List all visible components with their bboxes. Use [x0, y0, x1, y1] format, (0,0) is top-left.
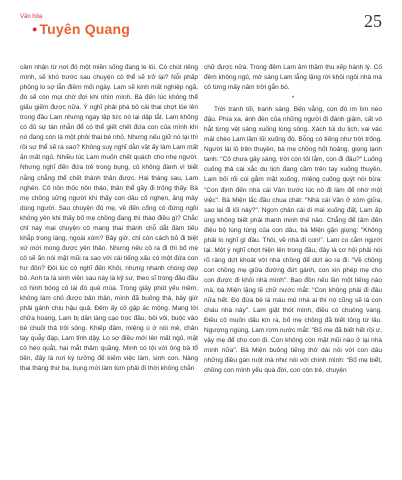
- logo-small-text: Văn hóa: [20, 14, 43, 20]
- right-column-body-paragraph: Trời tranh tối, tranh sáng. Bến vắng, con đò im lìm neo đậu. Phía xa, ánh đèn của những người đi đánh giậm, cất vó hắt từng vệt sáng xuống lòng sông. Xách túi du lịch, vai vác mái chèo Lam lầm lũi xuống đò. Bỗng có tiếng như trời trống. Người lái lỏ trên thuyền, bà mẹ chồng hốt hoảng, giọng lạnh tanh: "Cô chưa gây sáng, trời còn tối lắm, con đi đâu?" Luống cuống thả cái xắc du lịch đang cầm trên tay xuống thuyền, Lam bối rối cúi gằm mặt xuống, miệng cuống quýt nói bừa: "Con định đến nhà cái Vân trước lúc nó đi làm để nhờ một việc". Bà Miện lắc đầu chua chát: "Nhà cái Vân ở xóm giữa, sao lại đi lối này?". Ngơn chân cái di mái xuống đất, Lam ấp úng không biết phải thanh minh thế nào. Chẳng để tâm đến điệu bộ lúng túng của con dâu, bà Miện gặn giọng: "Không phải lo nghĩ gì đâu. Thôi, về nhà đi con!". Lam co cắm người lại. Một ý nghĩ chợt hiện lên trong đầu, đây là cơ hội phải nói rõ ràng dứt khoát với nhà chồng để dứt áo ra đi: "Về chồng con chồng mẹ giữa đường đứt gánh, con xin phép mẹ cho con được đi khỏi nhà mình". Bao đồn nếu lần một tiếng nào mà, bà Miện lặng lẽ chữ nước mắt: "Con không phải đi đâu nữa hết. Đó đứa bé là máu mủ nhà ai thì nó cũng sẽ là con cháu nhà này". Lam giật thót mình, điều có chuông vang. Điều cô muốn dấu kín ra, bố mẹ chồng đã biết tỏng từ lâu. Ngượng ngùng, Lam rơm nước mắt: "Bố mẹ đã biết hết rồi ư, vậy mẹ để cho con đi. Con không còn mặt mũi nào ở lại nhà mình nữa". Bà Miện buông tiếng thở dài nói với con dâu những điều gan ruột mà như nói với chính mình: "Bố mẹ biết, chồng con mình yểu quá đời, con còn trẻ, chuyện: [204, 106, 382, 375]
- left-column: [20, 63, 198, 374]
- page-number: 25: [364, 11, 382, 31]
- logo-main-text: Tuyên Quang: [39, 21, 131, 37]
- left-column-paragraph: cảm nhận từ nơi đó một miền sống đang le lói. Có chút riêng mình, sẽ khó trước sau chuyện có thể sẽ trở lại? Nỗi phấp phỏng lo sợ lẫn điềm mối ngày. Lam sẽ kinh mất nghiệp ngã, đó sẽ còn mọi chờ đợi khi nhìn mình. Bà đến lúc không thể giấu giếm được nữa. Ý nghĩ phải phá bỏ cái thai chợt lóe lên trong đầu Lam nhưng ngay lập tức nó lại dập tắt. Lam không có đủ sự tàn nhẫn để có thể giết chết đứa con của mình khi nó đang còn là một phôi thai bé nhỏ. Nhưng nếu giữ nó lại thì rồi sự thể sẽ ra sao? Không suy nghĩ dằn vặt ấy làm Lam mất ăn mất ngủ. Nhiều lúc Lam muốn chết quách cho nhẹ người. Nhưng nghĩ đến đứa trẻ trong bụng, cô không đành vì biết nằng chẳng thể chết thành thân được. Hai tháng sau, Lam nghén. Cô nôn thốc nôn tháo, thân thể gầy đi trông thấy. Bà mẹ chồng sững người khi thấy con dâu cố nghẹn, ăng mây dùng người. Sau chuyện đó mẹ, về đến cổng cô đứng ngồi không yên khi thấy bố mẹ chồng đang thì thào điều gì? Chắc chỉ nay mai chuyện cô mang thai thành chỗ dắt đàm tiếu khắp trong làng, ngoài xóm? Bây giờ, chỉ còn cách bỏ đi biệt xứ mới mong được yên thân. Nhưng nếu cô ra đi thì bố mẹ cô sẽ ăn nói mặt mũi ra sao với cái tiếng xấu có một đứa con hư đốn? Đôi lúc cô nghĩ đến Khôi, nhưng nhanh chóng dẹp bỏ. Anh ta là sinh viên sau này là kỹ sư, theo sĩ trong đầu đầu có hình bóng cô lái đò quê mùa. Trong giây phút yếu mềm, không làm chủ được bản thân, mình đã buông thả, bây giờ phải gánh chịu hậu quả. Đêm ấy cô gặp ác mộng. Mang lời chửa hoang, Lam bị dân làng cạo trọc đầu, bôi vôi, buộc vào bè chuối thả trôi sông. Khiếp đảm, miệng ú ớ nói mê, chân tay quẫy đạp, Lam tỉnh dậy. Lo sợ điều mới lên mất ngủ, mặt cô héo quắt, hai mắt thâm quầng. Mình có tội với ông bà tổ tiên, đây là nơi ký tưởng để kiếm việc làm, sinh con. Nàng thai tháng thứ ba, bụng mới làm tùm phải đi thời không chắn: [20, 64, 198, 373]
- right-column: [204, 63, 382, 376]
- magazine-logo: [20, 14, 130, 36]
- page-header: [20, 10, 382, 40]
- section-separator: *: [291, 96, 295, 103]
- right-column-top-paragraph: chữ được nữa. Trong đêm Lam âm thầm thu xếp hành lý. Cố đêm không ngủ, mờ sáng Lam lẳng lặng rời khỏi ngôi nhà mà cô từng mấy năm trời gắn bó.: [204, 64, 382, 92]
- logo-bullet-icon: ●: [32, 24, 38, 34]
